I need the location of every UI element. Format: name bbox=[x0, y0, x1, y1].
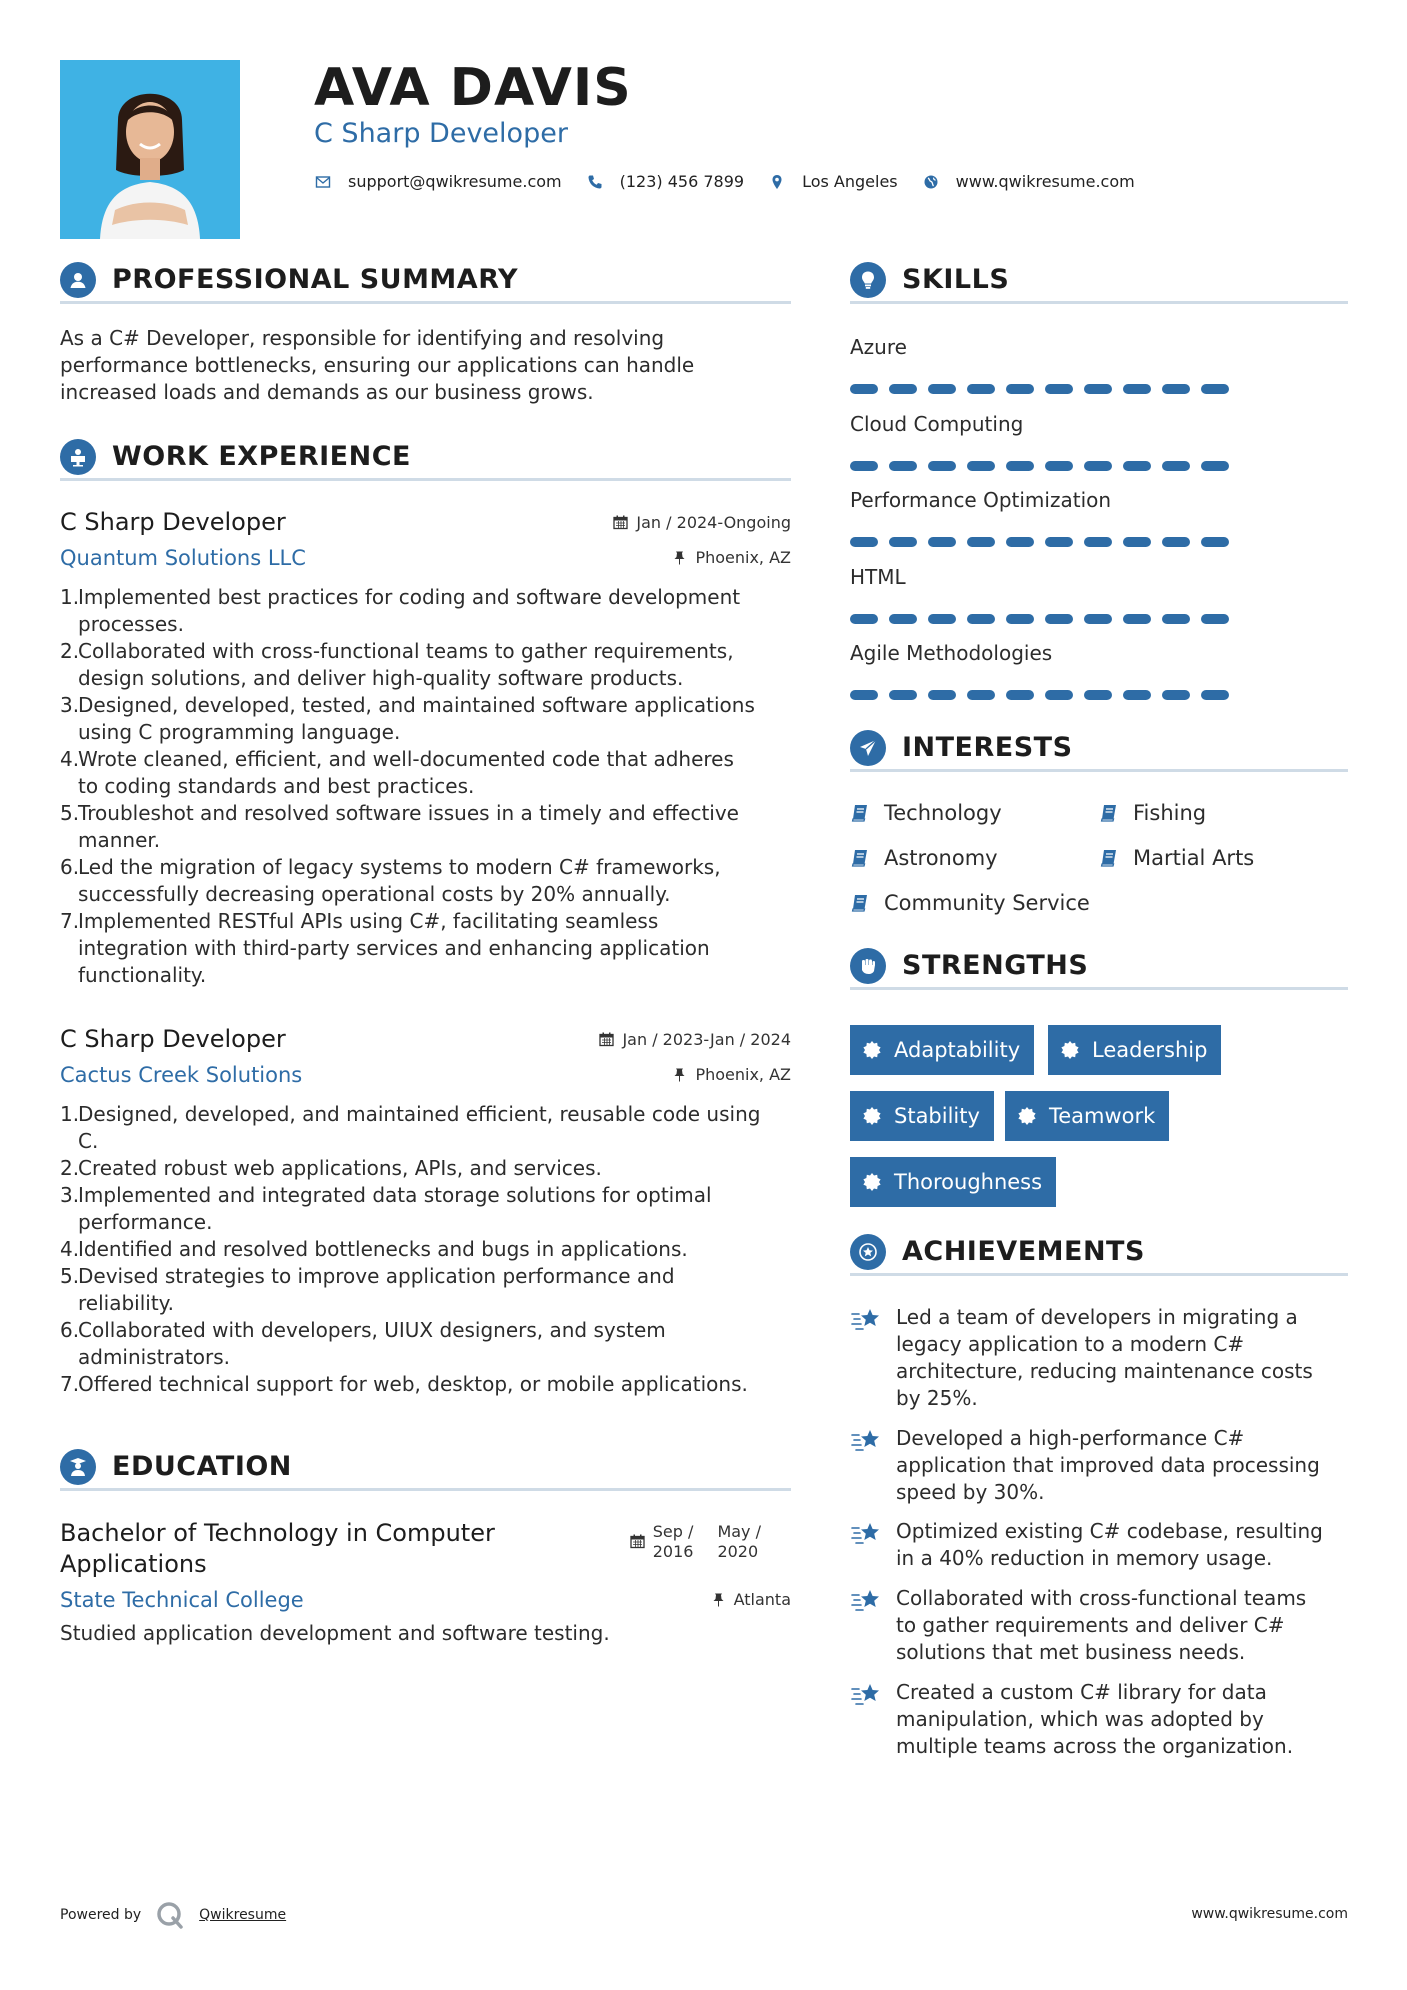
list-item: 5. Troubleshot and resolved software issues in a timely and effective bbox=[60, 801, 739, 825]
job-responsibilities bbox=[60, 584, 791, 989]
achievement-text: Developed a high-performance C# application that improved data processing speed by 30%. bbox=[896, 1426, 1320, 1504]
skills-heading: SKILLS bbox=[902, 264, 1010, 295]
shooting-star-icon bbox=[850, 1520, 884, 1550]
skill-name: HTML bbox=[850, 565, 906, 589]
end-year: 2020 bbox=[717, 1542, 759, 1561]
graduate-icon bbox=[60, 1449, 96, 1485]
footer-powered-by bbox=[60, 1900, 286, 1930]
education-header bbox=[60, 1451, 791, 1491]
skill-name: Cloud Computing bbox=[850, 412, 1024, 436]
education-section bbox=[60, 1451, 791, 1491]
skill-level-segment bbox=[850, 614, 878, 624]
book-icon bbox=[1099, 803, 1119, 823]
summary-line: As a C# Developer, responsible for identifying and resolving bbox=[60, 326, 665, 350]
skill-level-segment bbox=[1201, 690, 1229, 700]
skill-level-segment bbox=[1123, 537, 1151, 547]
calendar-icon bbox=[613, 515, 628, 530]
skill-level-segment bbox=[1201, 537, 1229, 547]
skill-level-segment bbox=[1006, 384, 1034, 394]
list-item: 6. Led the migration of legacy systems to modern C# frameworks, bbox=[60, 855, 721, 879]
list-item: successfully decreasing operational costs by 20% annually. bbox=[78, 882, 671, 906]
skill-level-segment bbox=[1084, 461, 1112, 471]
interest-label: Fishing bbox=[1133, 801, 1207, 825]
strength-badge bbox=[1048, 1025, 1221, 1075]
degree-line: Applications bbox=[60, 1550, 207, 1578]
skill-item bbox=[850, 488, 1250, 547]
calendar-icon bbox=[599, 1032, 614, 1047]
list-item: 2. Collaborated with cross-functional teams to gather requirements, bbox=[60, 639, 734, 663]
list-item: to coding standards and best practices. bbox=[78, 774, 475, 798]
skill-level-segment bbox=[1045, 537, 1073, 547]
pushpin-icon bbox=[672, 550, 687, 565]
job-role: C Sharp Developer bbox=[60, 508, 286, 536]
skills-section bbox=[850, 264, 1348, 304]
job-dates-text: Jan / 2023-Jan / 2024 bbox=[622, 1030, 791, 1049]
fist-icon bbox=[850, 948, 886, 984]
skill-name: Agile Methodologies bbox=[850, 641, 1053, 665]
job-dates bbox=[613, 513, 791, 532]
interest-label: Technology bbox=[884, 801, 1002, 825]
brand-link[interactable]: Qwikresume bbox=[199, 1907, 287, 1923]
list-item: integration with third-party services and enhancing application bbox=[78, 936, 710, 960]
star-badge-icon bbox=[850, 1234, 886, 1270]
achievement-item bbox=[850, 1518, 1348, 1572]
footer-website-link[interactable]: www.qwikresume.com bbox=[1191, 1906, 1348, 1922]
achievement-text: Created a custom C# library for data manipulation, which was adopted by multiple teams across the organization. bbox=[896, 1680, 1294, 1758]
contact-website[interactable] bbox=[922, 172, 1135, 191]
job-company: Quantum Solutions LLC bbox=[60, 546, 306, 570]
interests-section bbox=[850, 732, 1348, 772]
job-title-row bbox=[60, 508, 791, 536]
skill-level-segment bbox=[1084, 690, 1112, 700]
skill-level-segment bbox=[1084, 537, 1112, 547]
summary-header bbox=[60, 264, 791, 304]
badge-seal-icon bbox=[862, 1106, 882, 1126]
skill-level-segment bbox=[1201, 461, 1229, 471]
interest-label: Astronomy bbox=[884, 846, 998, 870]
strength-label: Stability bbox=[894, 1104, 980, 1128]
skill-level-segment bbox=[1123, 461, 1151, 471]
education-description: Studied application development and software testing. bbox=[60, 1621, 610, 1645]
envelope-icon bbox=[314, 173, 332, 191]
education-location bbox=[711, 1590, 791, 1609]
list-item: functionality. bbox=[78, 963, 207, 987]
book-icon bbox=[1099, 848, 1119, 868]
skill-level-segment bbox=[889, 384, 917, 394]
job-role: C Sharp Developer bbox=[60, 1025, 286, 1053]
achievement-item bbox=[850, 1585, 1348, 1666]
list-item: using C programming language. bbox=[78, 720, 401, 744]
summary-line: increased loads and demands as our business grows. bbox=[60, 380, 594, 404]
shooting-star-icon bbox=[850, 1306, 884, 1336]
list-item: 3. Implemented and integrated data storage solutions for optimal bbox=[60, 1183, 712, 1207]
strength-badge bbox=[850, 1025, 1034, 1075]
skill-level-segment bbox=[1006, 690, 1034, 700]
list-item: 6. Collaborated with developers, UIUX designers, and system bbox=[60, 1318, 666, 1342]
list-item: 2. Created robust web applications, APIs, and services. bbox=[60, 1156, 602, 1180]
skill-level-segment bbox=[1045, 614, 1073, 624]
skill-level-segment bbox=[1162, 690, 1190, 700]
skill-level-bar bbox=[850, 614, 1250, 624]
achievement-item bbox=[850, 1304, 1348, 1412]
skill-level-segment bbox=[1045, 690, 1073, 700]
strength-label: Thoroughness bbox=[894, 1170, 1043, 1194]
list-item: C. bbox=[78, 1129, 99, 1153]
candidate-title: C Sharp Developer bbox=[314, 118, 568, 149]
work-header bbox=[60, 441, 791, 481]
job-company-row bbox=[60, 546, 791, 570]
skill-level-segment bbox=[928, 690, 956, 700]
skill-level-segment bbox=[967, 461, 995, 471]
start-year: 2016 bbox=[652, 1542, 694, 1561]
badge-seal-icon bbox=[862, 1040, 882, 1060]
interest-item bbox=[850, 846, 998, 870]
skill-level-segment bbox=[967, 690, 995, 700]
job-responsibilities bbox=[60, 1101, 791, 1398]
paper-plane-icon bbox=[850, 730, 886, 766]
list-item: processes. bbox=[78, 612, 184, 636]
contact-location bbox=[768, 172, 898, 191]
skill-level-segment bbox=[1201, 384, 1229, 394]
job-company-row bbox=[60, 1063, 791, 1087]
presenter-icon bbox=[60, 439, 96, 475]
list-item: 1. Implemented best practices for coding and software development bbox=[60, 585, 741, 609]
book-icon bbox=[850, 803, 870, 823]
powered-by-label: Powered by bbox=[60, 1907, 142, 1923]
interest-label: Martial Arts bbox=[1133, 846, 1255, 870]
list-item: manner. bbox=[78, 828, 161, 852]
list-item: 3. Designed, developed, tested, and maintained software applications bbox=[60, 693, 755, 717]
phone-icon bbox=[586, 173, 604, 191]
shooting-star-icon bbox=[850, 1681, 884, 1711]
skill-item bbox=[850, 335, 1250, 394]
education-title-row bbox=[60, 1518, 791, 1580]
strength-badge bbox=[850, 1157, 1056, 1207]
list-item: reliability. bbox=[78, 1291, 175, 1315]
job-title-row bbox=[60, 1025, 791, 1053]
skill-level-segment bbox=[850, 690, 878, 700]
website-text: www.qwikresume.com bbox=[955, 172, 1135, 191]
list-item: 5. Devised strategies to improve application performance and bbox=[60, 1264, 675, 1288]
skill-name: Azure bbox=[850, 335, 907, 359]
badge-seal-icon bbox=[1017, 1106, 1037, 1126]
job-location-text: Phoenix, AZ bbox=[695, 1065, 791, 1084]
skill-level-segment bbox=[1162, 384, 1190, 394]
interest-item bbox=[850, 891, 1090, 915]
skill-level-segment bbox=[1045, 384, 1073, 394]
work-heading: WORK EXPERIENCE bbox=[112, 441, 411, 472]
job-dates bbox=[599, 1030, 791, 1049]
education-dates bbox=[630, 1522, 791, 1580]
summary-text bbox=[60, 325, 791, 406]
skill-level-segment bbox=[928, 537, 956, 547]
degree-title bbox=[60, 1518, 495, 1580]
skill-level-segment bbox=[1123, 690, 1151, 700]
list-item: 1. Designed, developed, and maintained efficient, reusable code using bbox=[60, 1102, 761, 1126]
job-location-text: Phoenix, AZ bbox=[695, 548, 791, 567]
skill-level-segment bbox=[1201, 614, 1229, 624]
globe-icon bbox=[922, 173, 940, 191]
list-item: 7. Implemented RESTful APIs using C#, facilitating seamless bbox=[60, 909, 659, 933]
skill-level-segment bbox=[889, 690, 917, 700]
list-item: performance. bbox=[78, 1210, 213, 1234]
skill-level-segment bbox=[850, 537, 878, 547]
skill-level-segment bbox=[1045, 461, 1073, 471]
job-location bbox=[672, 1065, 791, 1084]
skill-level-segment bbox=[889, 537, 917, 547]
education-school-row bbox=[60, 1588, 791, 1612]
skill-level-segment bbox=[1006, 461, 1034, 471]
achievement-text: Optimized existing C# codebase, resulting in a 40% reduction in memory usage. bbox=[896, 1519, 1323, 1570]
candidate-name: AVA DAVIS bbox=[314, 58, 632, 118]
degree-line: Bachelor of Technology in Computer bbox=[60, 1519, 495, 1547]
education-heading: EDUCATION bbox=[112, 1451, 292, 1482]
skill-level-segment bbox=[889, 461, 917, 471]
interest-item bbox=[1099, 846, 1254, 870]
skill-level-segment bbox=[967, 614, 995, 624]
achievements-header bbox=[850, 1236, 1348, 1276]
end-month: May / bbox=[717, 1522, 761, 1541]
achievement-item bbox=[850, 1679, 1348, 1760]
skill-level-segment bbox=[1084, 614, 1112, 624]
skill-level-segment bbox=[928, 461, 956, 471]
skill-level-segment bbox=[967, 384, 995, 394]
skill-level-segment bbox=[928, 614, 956, 624]
skill-level-segment bbox=[1123, 614, 1151, 624]
skill-level-segment bbox=[889, 614, 917, 624]
skill-level-segment bbox=[967, 537, 995, 547]
skills-header bbox=[850, 264, 1348, 304]
job-entry bbox=[60, 508, 791, 989]
skill-level-segment bbox=[850, 384, 878, 394]
achievement-item bbox=[850, 1425, 1348, 1506]
strengths-section bbox=[850, 950, 1348, 990]
achievement-text: Led a team of developers in migrating a legacy application to a modern C# architecture, reducing maintenance costs by 25%. bbox=[896, 1305, 1313, 1410]
education-end bbox=[717, 1522, 761, 1580]
skill-item bbox=[850, 565, 1250, 624]
job-entry bbox=[60, 1025, 791, 1398]
job-dates-text: Jan / 2024-Ongoing bbox=[636, 513, 791, 532]
contact-bar bbox=[314, 172, 1159, 191]
contact-email[interactable] bbox=[314, 172, 562, 191]
skill-level-segment bbox=[1084, 384, 1112, 394]
start-month: Sep / bbox=[652, 1522, 694, 1541]
strength-badge bbox=[1005, 1091, 1169, 1141]
list-item: design solutions, and deliver high-quality software products. bbox=[78, 666, 684, 690]
calendar-icon bbox=[630, 1534, 645, 1549]
skill-level-segment bbox=[1162, 461, 1190, 471]
pushpin-icon bbox=[672, 1067, 687, 1082]
interest-item bbox=[1099, 801, 1206, 825]
book-icon bbox=[850, 893, 870, 913]
strength-label: Adaptability bbox=[894, 1038, 1021, 1062]
skill-item bbox=[850, 641, 1250, 700]
interests-heading: INTERESTS bbox=[902, 732, 1073, 763]
strengths-header bbox=[850, 950, 1348, 990]
education-entry bbox=[60, 1518, 791, 1647]
work-section bbox=[60, 441, 791, 481]
skill-level-bar bbox=[850, 537, 1250, 547]
achievement-text: Collaborated with cross-functional teams to gather requirements and deliver C# solutions that met business needs. bbox=[896, 1586, 1307, 1664]
pushpin-icon bbox=[711, 1592, 726, 1607]
skill-item bbox=[850, 412, 1250, 471]
shooting-star-icon bbox=[850, 1427, 884, 1457]
summary-line: performance bottlenecks, ensuring our applications can handle bbox=[60, 353, 695, 377]
contact-phone[interactable] bbox=[586, 172, 744, 191]
strength-label: Leadership bbox=[1092, 1038, 1208, 1062]
job-location bbox=[672, 548, 791, 567]
interest-item bbox=[850, 801, 1002, 825]
list-item: 4. Wrote cleaned, efficient, and well-documented code that adheres bbox=[60, 747, 734, 771]
user-icon bbox=[60, 262, 96, 298]
map-pin-icon bbox=[768, 173, 786, 191]
skill-level-segment bbox=[928, 384, 956, 394]
strength-label: Teamwork bbox=[1049, 1104, 1156, 1128]
skill-level-bar bbox=[850, 461, 1250, 471]
lightbulb-icon bbox=[850, 262, 886, 298]
education-start bbox=[653, 1522, 694, 1580]
achievements-heading: ACHIEVEMENTS bbox=[902, 1236, 1145, 1267]
phone-text: (123) 456 7899 bbox=[619, 172, 745, 191]
qwikresume-logo-icon bbox=[155, 1900, 185, 1930]
summary-heading: PROFESSIONAL SUMMARY bbox=[112, 264, 519, 295]
list-item: 4. Identified and resolved bottlenecks and bugs in applications. bbox=[60, 1237, 688, 1261]
skill-level-bar bbox=[850, 384, 1250, 394]
achievements-section bbox=[850, 1236, 1348, 1276]
strengths-heading: STRENGTHS bbox=[902, 950, 1089, 981]
skill-level-bar bbox=[850, 690, 1250, 700]
strength-badge bbox=[850, 1091, 994, 1141]
location-text: Los Angeles bbox=[802, 172, 898, 191]
list-item: administrators. bbox=[78, 1345, 231, 1369]
skill-name: Performance Optimization bbox=[850, 488, 1112, 512]
interests-header bbox=[850, 732, 1348, 772]
skill-level-segment bbox=[1006, 537, 1034, 547]
email-text: support@qwikresume.com bbox=[348, 172, 562, 191]
interest-label: Community Service bbox=[884, 891, 1090, 915]
badge-seal-icon bbox=[1060, 1040, 1080, 1060]
person-illustration bbox=[60, 60, 240, 239]
summary-section bbox=[60, 264, 791, 406]
badge-seal-icon bbox=[862, 1172, 882, 1192]
skill-level-segment bbox=[1162, 614, 1190, 624]
education-location-text: Atlanta bbox=[733, 1590, 791, 1609]
skill-level-segment bbox=[850, 461, 878, 471]
job-company: Cactus Creek Solutions bbox=[60, 1063, 303, 1087]
skill-level-segment bbox=[1006, 614, 1034, 624]
profile-photo bbox=[60, 60, 240, 239]
skill-level-segment bbox=[1123, 384, 1151, 394]
skill-level-segment bbox=[1162, 537, 1190, 547]
school-name: State Technical College bbox=[60, 1588, 304, 1612]
book-icon bbox=[850, 848, 870, 868]
list-item: 7. Offered technical support for web, desktop, or mobile applications. bbox=[60, 1372, 748, 1396]
shooting-star-icon bbox=[850, 1587, 884, 1617]
